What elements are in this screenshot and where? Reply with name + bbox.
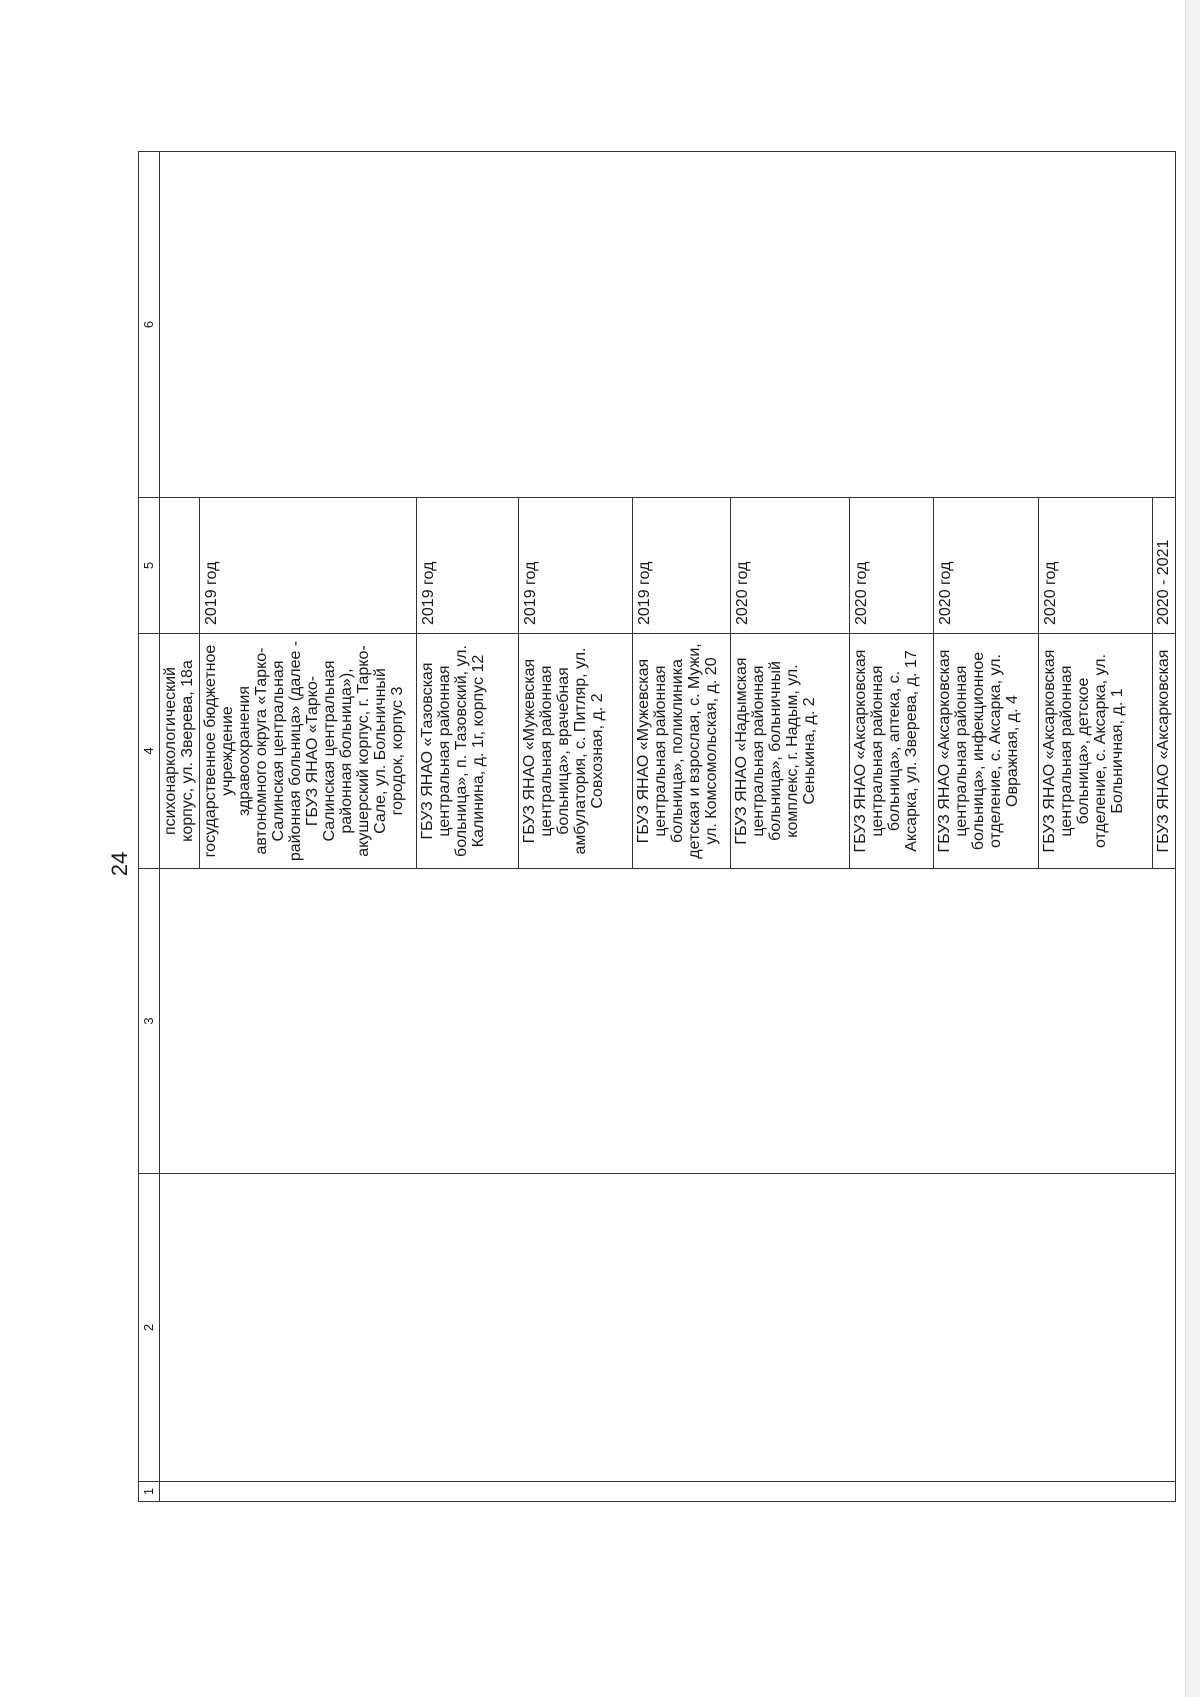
year-cell: 2019 год [417, 498, 519, 634]
header-col-1: 1 [139, 1482, 160, 1502]
year-cell: 2020 год [1039, 498, 1153, 634]
data-table [138, 151, 1176, 1502]
year-cell: 2019 год [200, 498, 417, 634]
year-cell: 2020 - 2021 [1153, 498, 1176, 634]
facility-cell: государственное бюджетное учреждение здравоохранения автономного округа «Тарко-Салинская центральная районная больница» (далее - ГБУЗ ЯНАО «Тарко-Салинская центральная районная больница»), акушерский корпус, г. Тарко-Сале, ул. Больничный городок, корпус 3 [200, 634, 417, 869]
year-cell: 2020 год [850, 498, 934, 634]
year-cell: 2020 год [934, 498, 1039, 634]
cell-col-1 [160, 1482, 1176, 1502]
page-number: 24 [107, 851, 132, 877]
year-cell: 2020 год [731, 498, 850, 634]
rotated-table-frame [138, 152, 1172, 1502]
facility-cell: ГБУЗ ЯНАО «Аксарковская центральная районная больница», инфекционное отделение, с. Аксарка, ул. Овражная, д. 4 [934, 634, 1039, 869]
cell-col-2 [160, 1174, 1176, 1482]
table-row [160, 152, 200, 1502]
rotated-table-container [138, 152, 1172, 1502]
facility-cell: ГБУЗ ЯНАО «Надымская центральная районная больница», больничный комплекс, г. Надым, ул. Сенькина, д. 2 [731, 634, 850, 869]
cell-col-6 [160, 152, 1176, 498]
cell-col-3 [160, 869, 1176, 1174]
header-col-4: 4 [139, 634, 160, 869]
facility-cell: ГБУЗ ЯНАО «Аксарковская центральная районная больница», аптека, с. Аксарка, ул. Зверева, д. 17 [850, 634, 934, 869]
facility-cell: ГБУЗ ЯНАО «Аксарковская центральная районная больница», детское отделение, с. Аксарка, ул. Больничная, д. 1 [1039, 634, 1153, 869]
header-row [139, 152, 160, 1502]
year-cell: 2019 год [633, 498, 731, 634]
year-cell: 2019 год [519, 498, 633, 634]
header-col-3: 3 [139, 869, 160, 1174]
header-col-2: 2 [139, 1174, 160, 1482]
header-col-6: 6 [139, 152, 160, 498]
facility-cell: ГБУЗ ЯНАО «Мужевская центральная районная больница», врачебная амбулатория, с. Питляр, ул. Совхозная, д. 2 [519, 634, 633, 869]
facility-cell: ГБУЗ ЯНАО «Аксарковская [1153, 634, 1176, 869]
facility-cell: ГБУЗ ЯНАО «Мужевская центральная районная больница», поликлиника детская и взрослая, с. Мужи, ул. Комсомольская, д. 20 [633, 634, 731, 869]
scan-edge [1185, 0, 1200, 1697]
header-col-5: 5 [139, 498, 160, 634]
facility-cell: ГБУЗ ЯНАО «Тазовская центральная районная больница», п. Тазовский, ул. Калинина, д. 1г, корпус 12 [417, 634, 519, 869]
year-cell [160, 498, 200, 634]
facility-cell: психонаркологический корпус, ул. Зверева, 18а [160, 634, 200, 869]
